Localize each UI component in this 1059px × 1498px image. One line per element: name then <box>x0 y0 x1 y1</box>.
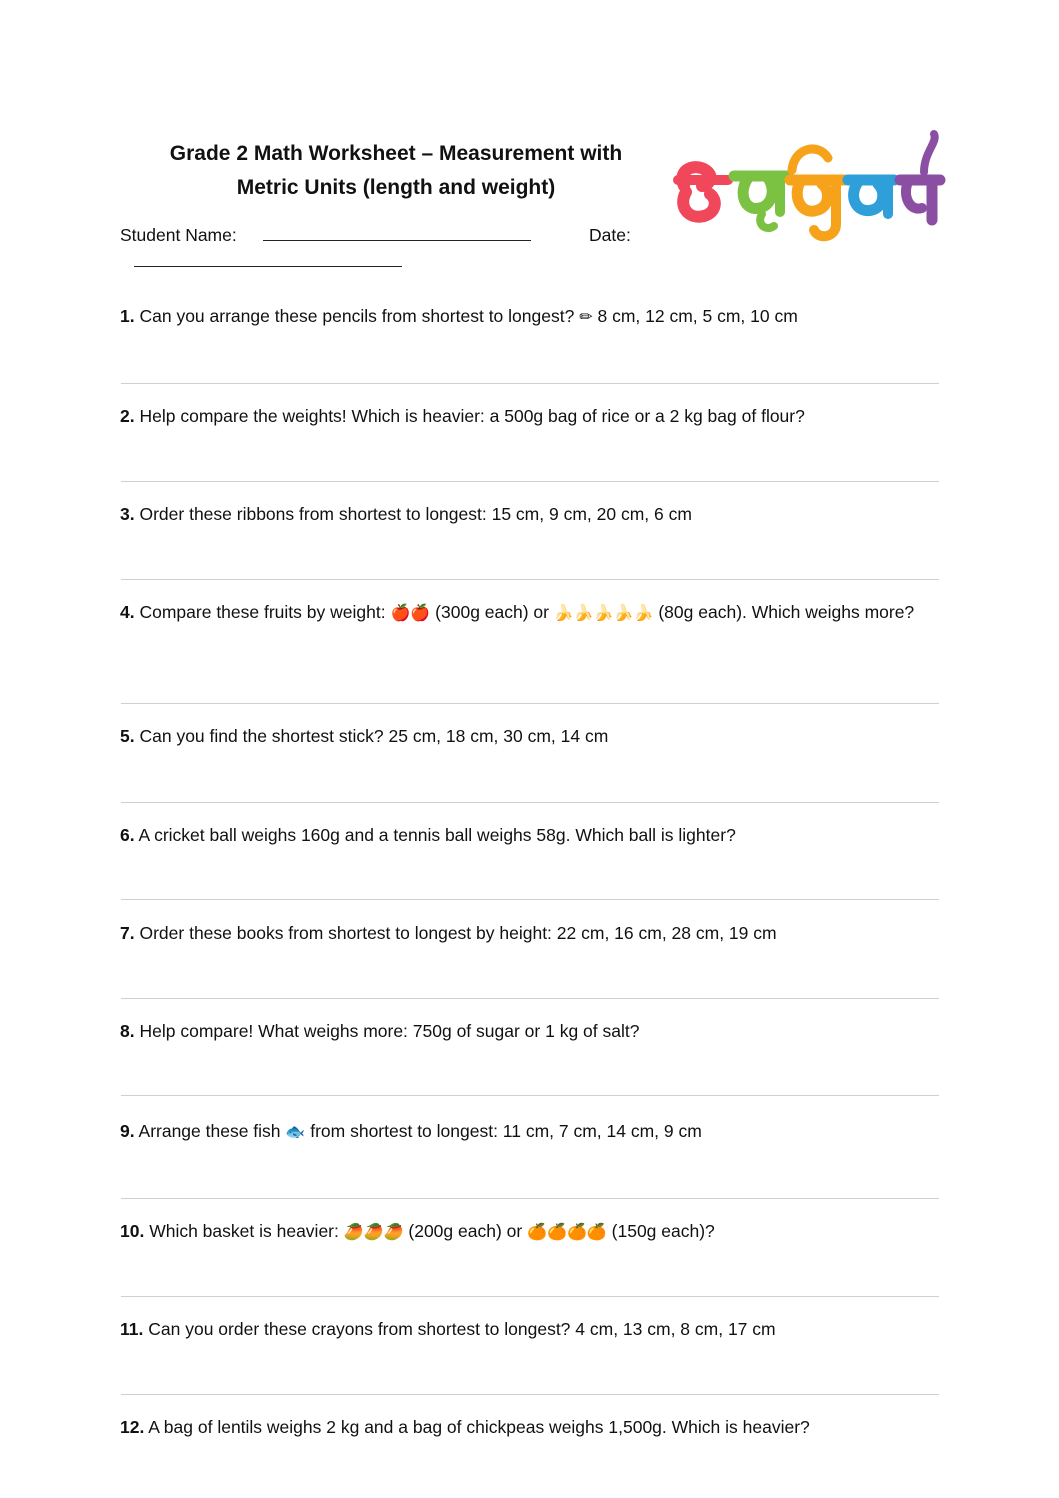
question-text: Help compare! What weighs more: 750g of sugar or 1 kg of salt? <box>139 1021 640 1041</box>
answer-line <box>121 802 939 803</box>
question-12 <box>120 1414 935 1440</box>
question-11 <box>120 1316 935 1342</box>
question-text: Compare these fruits by weight: <box>139 602 386 622</box>
question-text: Help compare the weights! Which is heavier: a 500g bag of rice or a 2 kg bag of flour? <box>139 406 805 426</box>
banana-icon: 🍌🍌🍌🍌🍌 <box>553 603 654 622</box>
date-label: Date: <box>589 225 631 245</box>
answer-line <box>121 1198 939 1199</box>
question-9 <box>120 1118 935 1145</box>
question-8 <box>120 1018 935 1044</box>
question-text: from shortest to longest: 11 cm, 7 cm, 14 cm, 9 cm <box>310 1121 702 1141</box>
answer-line <box>121 481 939 482</box>
question-number: 2. <box>120 406 135 426</box>
answer-line <box>121 703 939 704</box>
student-name-line[interactable] <box>263 240 531 241</box>
question-2 <box>120 403 935 429</box>
worksheet-title <box>118 137 674 205</box>
question-text: Can you order these crayons from shortest to longest? 4 cm, 13 cm, 8 cm, 17 cm <box>148 1319 776 1339</box>
question-5 <box>120 723 935 749</box>
answer-line <box>121 1394 939 1395</box>
question-text: Can you arrange these pencils from shortest to longest? <box>139 306 575 326</box>
apple-icon: 🍎🍎 <box>390 603 431 622</box>
fish-icon: 🐟 <box>285 1122 306 1141</box>
question-3 <box>120 501 935 527</box>
answer-line <box>121 998 939 999</box>
question-text: (150g each)? <box>611 1221 715 1241</box>
answer-line <box>121 383 939 384</box>
question-text: Which basket is heavier: <box>149 1221 339 1241</box>
question-text: (80g each). Which weighs more? <box>658 602 915 622</box>
title-line-1: Grade 2 Math Worksheet – Measurement with <box>169 142 623 165</box>
answer-line <box>121 579 939 580</box>
question-text: (200g each) or <box>408 1221 523 1241</box>
question-number: 1. <box>120 306 135 326</box>
question-text: A bag of lentils weighs 2 kg and a bag of chickpeas weighs 1,500g. Which is heavier? <box>148 1417 810 1437</box>
question-10 <box>120 1218 935 1245</box>
question-text: Order these books from shortest to longest by height: 22 cm, 16 cm, 28 cm, 19 cm <box>139 923 777 943</box>
student-name-label: Student Name: <box>120 225 237 245</box>
question-1 <box>120 303 935 330</box>
question-number: 12. <box>120 1417 145 1437</box>
answer-line <box>121 899 939 900</box>
question-number: 8. <box>120 1021 135 1041</box>
question-number: 6. <box>120 825 135 845</box>
answer-line <box>121 1095 939 1096</box>
title-line-2: Metric Units (length and weight) <box>236 176 556 199</box>
question-number: 4. <box>120 602 135 622</box>
question-number: 10. <box>120 1221 145 1241</box>
question-4 <box>120 599 935 626</box>
mango-icon: 🥭🥭🥭 <box>343 1222 404 1241</box>
question-6 <box>120 822 935 848</box>
orange-icon: 🍊🍊🍊🍊 <box>527 1222 607 1241</box>
question-text: Arrange these fish <box>138 1121 281 1141</box>
answer-line <box>121 1296 939 1297</box>
question-text: A cricket ball weighs 160g and a tennis ball weighs 58g. Which ball is lighter? <box>138 825 736 845</box>
question-text: Order these ribbons from shortest to longest: 15 cm, 9 cm, 20 cm, 6 cm <box>139 504 692 524</box>
question-number: 7. <box>120 923 135 943</box>
brand-logo <box>668 128 948 254</box>
date-line[interactable] <box>134 266 402 267</box>
question-7 <box>120 920 935 946</box>
pencil-icon: ✏ <box>579 307 593 326</box>
question-number: 11. <box>120 1319 144 1339</box>
question-text: 8 cm, 12 cm, 5 cm, 10 cm <box>597 306 798 326</box>
question-number: 9. <box>120 1121 135 1141</box>
question-text: (300g each) or <box>435 602 549 622</box>
question-number: 5. <box>120 726 135 746</box>
question-text: Can you find the shortest stick? 25 cm, 18 cm, 30 cm, 14 cm <box>139 726 609 746</box>
question-number: 3. <box>120 504 135 524</box>
